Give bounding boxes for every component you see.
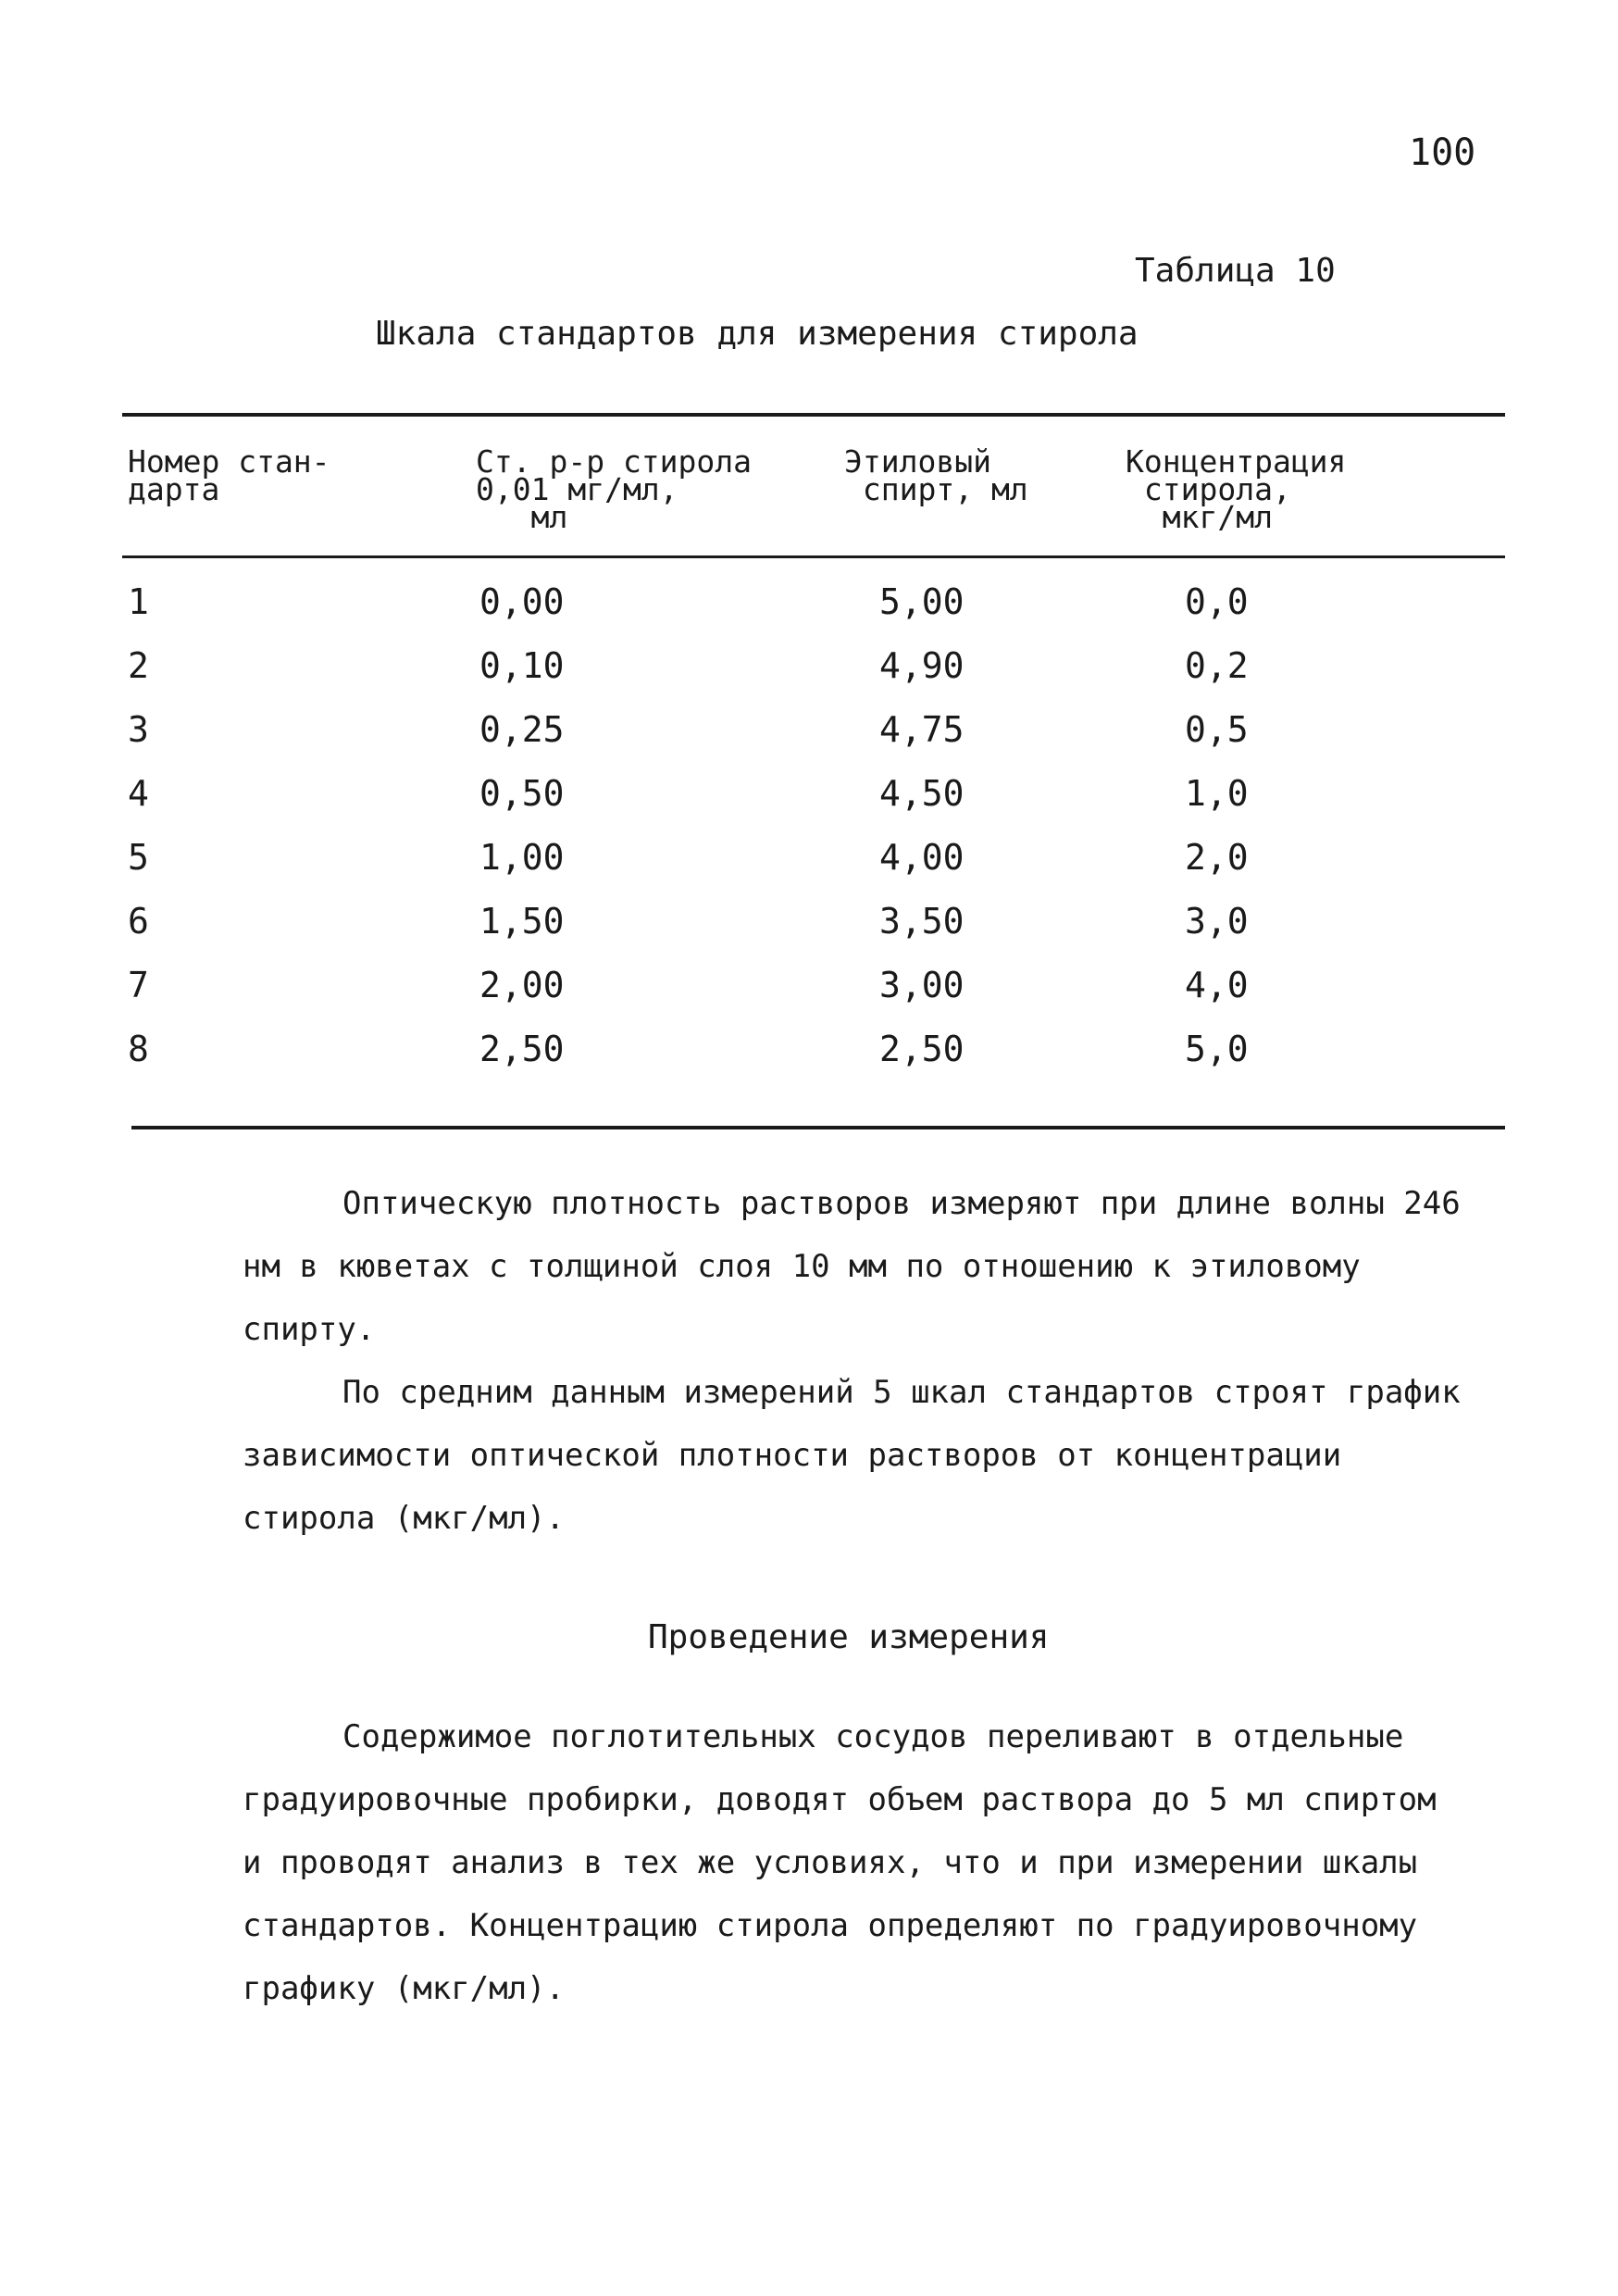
cell-solution-volume: 2,00 (479, 965, 565, 1005)
cell-alcohol-volume: 3,50 (879, 901, 965, 942)
cell-standard-number: 8 (128, 1029, 149, 1069)
paragraph-measurement-procedure: Содержимое поглотительных сосудов переливают в отдельные градуировочные пробирки, доводят объем раствора до 5 мл спиртом и проводят анализ в тех же условиях, что и при измерении шкалы стандартов. Концентрацию стирола определяют по градуировочному графику (мкг/мл). (243, 1718, 1437, 2007)
cell-alcohol-volume: 4,00 (879, 837, 965, 878)
cell-concentration: 3,0 (1185, 901, 1249, 942)
table-label: Таблица 10 (1135, 252, 1336, 290)
table-bottom-rule (131, 1126, 1505, 1129)
cell-standard-number: 7 (128, 965, 149, 1005)
cell-alcohol-volume: 4,90 (879, 645, 965, 686)
paragraph-calibration-graph: По средним данным измерений 5 шкал стандартов строят график зависимости оптической плотности растворов от концентрации стирола (мкг/мл). (243, 1374, 1461, 1537)
cell-alcohol-volume: 5,00 (879, 581, 965, 622)
cell-concentration: 1,0 (1185, 773, 1249, 814)
cell-alcohol-volume: 2,50 (879, 1029, 965, 1069)
cell-standard-number: 4 (128, 773, 149, 814)
header-styrene-solution: Ст. р-р стирола 0,01 мг/мл, мл (476, 443, 753, 535)
cell-solution-volume: 0,00 (479, 581, 565, 622)
table-top-rule (122, 413, 1505, 417)
cell-solution-volume: 1,00 (479, 837, 565, 878)
table-row (0, 645, 1618, 701)
cell-standard-number: 2 (128, 645, 149, 686)
cell-concentration: 5,0 (1185, 1029, 1249, 1069)
cell-concentration: 0,2 (1185, 645, 1249, 686)
table-row (0, 709, 1618, 765)
cell-solution-volume: 2,50 (479, 1029, 565, 1069)
cell-concentration: 0,5 (1185, 709, 1249, 750)
cell-concentration: 0,0 (1185, 581, 1249, 622)
cell-standard-number: 3 (128, 709, 149, 750)
cell-standard-number: 5 (128, 837, 149, 878)
cell-alcohol-volume: 3,00 (879, 965, 965, 1005)
table-row (0, 901, 1618, 956)
table-row (0, 773, 1618, 829)
table-title: Шкала стандартов для измерения стирола (376, 315, 1139, 353)
cell-alcohol-volume: 4,50 (879, 773, 965, 814)
table-header-rule (122, 555, 1505, 558)
cell-concentration: 2,0 (1185, 837, 1249, 878)
cell-solution-volume: 0,25 (479, 709, 565, 750)
cell-solution-volume: 0,50 (479, 773, 565, 814)
cell-solution-volume: 0,10 (479, 645, 565, 686)
page-number: 100 (1409, 131, 1476, 174)
header-styrene-concentration: Концентрация стирола, мкг/мл (1126, 443, 1347, 535)
cell-alcohol-volume: 4,75 (879, 709, 965, 750)
cell-standard-number: 6 (128, 901, 149, 942)
cell-solution-volume: 1,50 (479, 901, 565, 942)
table-row (0, 837, 1618, 892)
paragraph-optical-density: Оптическую плотность растворов измеряют при длине волны 246 нм в кюветах с толщиной слоя 10 мм по отношению к этиловому спирту. (243, 1185, 1461, 1348)
section-heading: Проведение измерения (648, 1618, 1050, 1656)
header-standard-number: Номер стан- дарта (128, 443, 330, 507)
table-row (0, 1029, 1618, 1084)
cell-concentration: 4,0 (1185, 965, 1249, 1005)
cell-standard-number: 1 (128, 581, 149, 622)
table-row (0, 965, 1618, 1020)
table-row (0, 581, 1618, 637)
header-ethyl-alcohol: Этиловый спирт, мл (844, 443, 1028, 507)
